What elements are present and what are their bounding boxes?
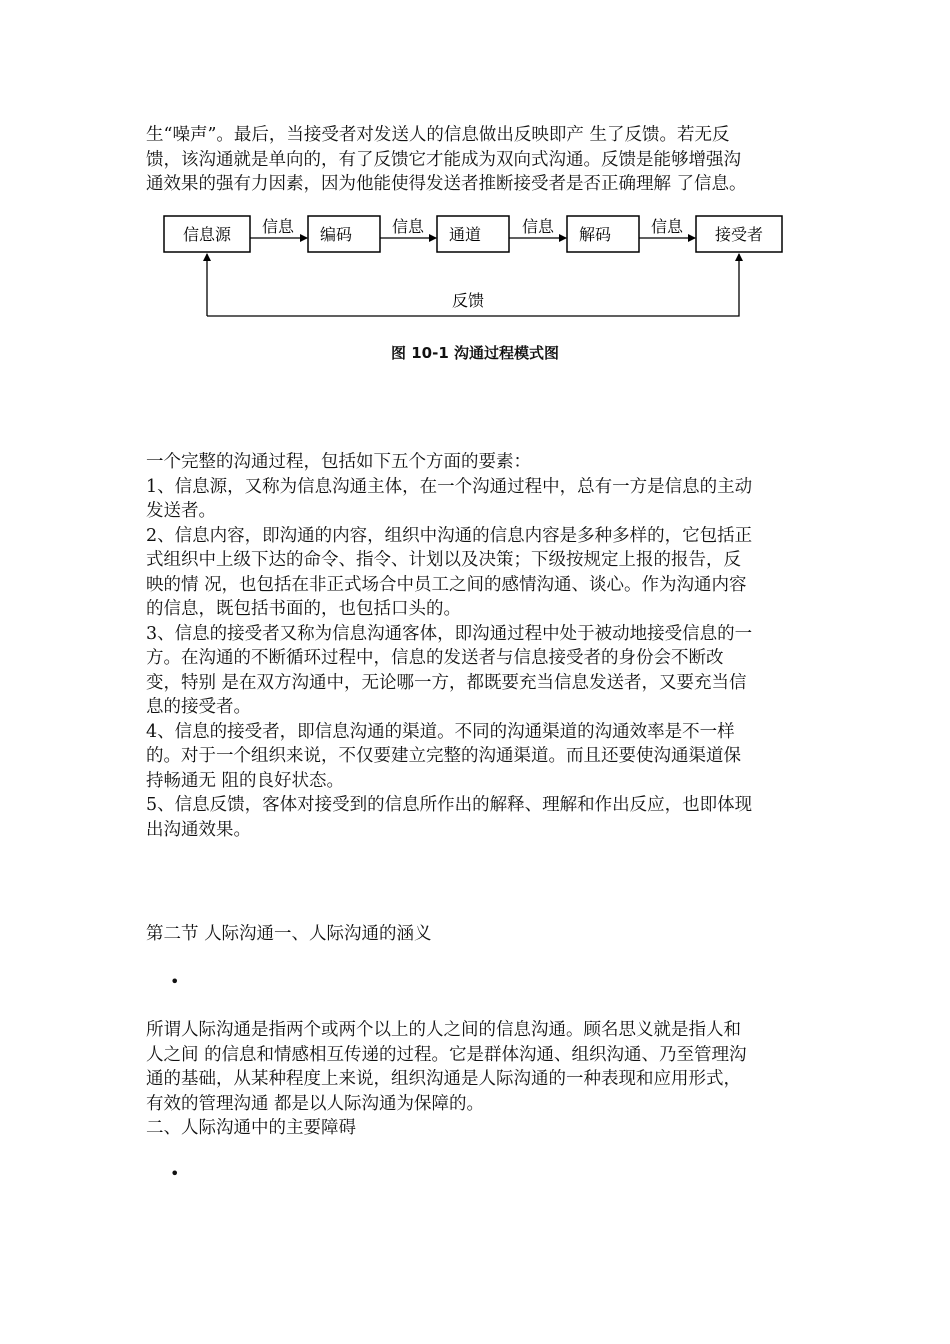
arrow-label: 信息 [650, 217, 684, 236]
text-line: 2、信息内容，即沟通的内容，组织中沟通的信息内容是多种多样的，它包括正 [146, 525, 753, 546]
text-line: 方。在沟通的不断循环过程中，信息的发送者与信息接受者的身份会不断改 [146, 648, 724, 668]
elements-paragraph [146, 450, 808, 842]
box-label: 编码 [319, 225, 353, 244]
box-label: 接受者 [714, 225, 764, 244]
communication-process-diagram [160, 210, 790, 325]
intro-line: 馈，该沟通就是单向的，有了反馈它才能成为双向式沟通。反馈是能够增强沟 [146, 149, 741, 170]
text-line: 通的基础，从某种程度上来说，组织沟通是人际沟通的一种表现和应用形式， [146, 1069, 741, 1089]
text-line: 一个完整的沟通过程，包括如下五个方面的要素： [146, 452, 531, 472]
bullet-point: • [170, 1164, 180, 1183]
text-line: 发送者。 [146, 501, 216, 521]
text-line: 式组织中上级下达的命令、指令、计划以及决策；下级按规定上报的报告，反 [146, 550, 741, 570]
box-label: 通道 [448, 225, 482, 244]
definition-paragraph [146, 1018, 808, 1116]
arrow-label: 信息 [391, 217, 425, 236]
text-line: 息的接受者。 [146, 697, 251, 717]
text-line: 5、信息反馈，客体对接受到的信息所作出的解释、理解和作出反应，也即体现 [146, 795, 753, 815]
box-label: 解码 [578, 225, 612, 244]
box-label: 信息源 [182, 225, 232, 244]
text-line: 出沟通效果。 [146, 819, 251, 840]
text-line: 有效的管理沟通 都是以人际沟通为保障的。 [146, 1093, 485, 1114]
text-line: 人之间 的信息和情感相互传递的过程。它是群体沟通、组织沟通、乃至管理沟 [146, 1044, 747, 1065]
text-line: 3、信息的接受者又称为信息沟通客体，即沟通过程中处于被动地接受信息的一 [146, 623, 753, 644]
arrow-label: 信息 [521, 217, 555, 236]
bullet-point: • [170, 972, 180, 991]
arrow-label: 信息 [261, 217, 295, 236]
intro-paragraph [146, 123, 808, 197]
text-line: 持畅通无 阻的良好状态。 [146, 770, 345, 791]
text-line: 的。对于一个组织来说，不仅要建立完整的沟通渠道。而且还要使沟通渠道保 [146, 746, 741, 766]
intro-line: 生“噪声”。最后，当接受者对发送人的信息做出反映即产 生了反馈。若无反 [146, 125, 730, 145]
intro-line: 通效果的强有力因素，因为他能使得发送者推断接受者是否正确理解 了信息。 [146, 174, 747, 194]
feedback-label: 反馈 [451, 291, 485, 310]
text-line: 的信息，既包括书面的，也包括口头的。 [146, 599, 461, 619]
text-line: 映的情 况，也包括在非正式场合中员工之间的感情沟通、谈心。作为沟通内容 [146, 574, 747, 595]
text-line: 所谓人际沟通是指两个或两个以上的人之间的信息沟通。顾名思义就是指人和 [146, 1020, 741, 1040]
subheading: 二、人际沟通中的主要障碍 [146, 1118, 356, 1138]
text-line: 1、信息源，又称为信息沟通主体，在一个沟通过程中，总有一方是信息的主动 [146, 476, 753, 497]
text-line: 4、信息的接受者，即信息沟通的渠道。不同的沟通渠道的沟通效率是不一样 [146, 721, 735, 742]
section-heading: 第二节 人际沟通一、人际沟通的涵义 [146, 924, 432, 944]
text-line: 变，特别 是在双方沟通中，无论哪一方，都既要充当信息发送者，又要充当信 [146, 672, 747, 693]
figure-caption: 图 10-1 沟通过程模式图 [391, 344, 559, 362]
